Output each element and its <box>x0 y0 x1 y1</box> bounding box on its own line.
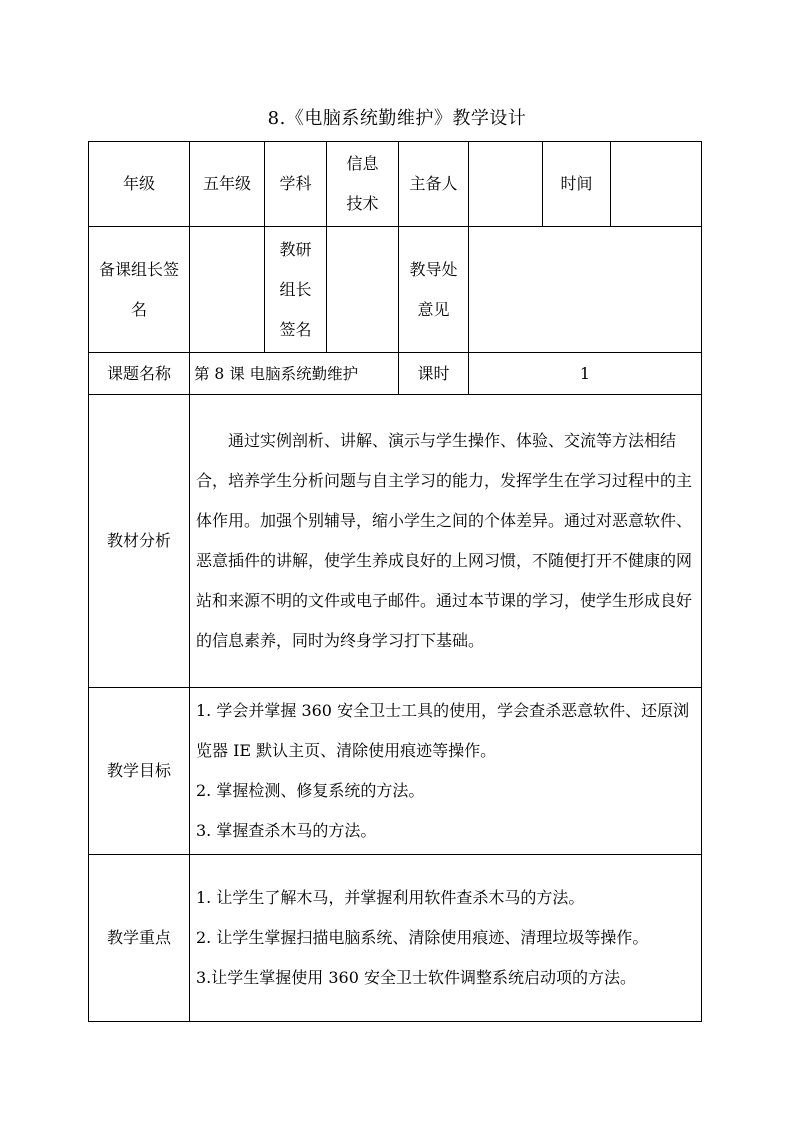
material-analysis-paragraph: 通过实例剖析、讲解、演示与学生操作、体验、交流等方法相结合，培养学生分析问题与自主学习的能力，发挥学生在学习过程中的主体作用。加强个别辅导，缩小学生之间的个体差异。通过对恶意软件、恶意插件的讲解，使学生养成良好的上网习惯，不随便打开不健康的网站和来源不明的文件或电子邮件。通过本节课的学习，使学生形成良好的信息素养，同时为终身学习打下基础。 <box>196 431 693 650</box>
teaching-objectives-content <box>190 688 702 855</box>
table-row <box>89 395 702 688</box>
subject-label: 学科 <box>265 142 327 227</box>
list-item: 3.让学生掌握使用 360 安全卫士软件调整系统启动项的方法。 <box>196 968 636 987</box>
time-value <box>611 142 702 227</box>
teaching-objectives-label: 教学目标 <box>89 688 190 855</box>
period-value: 1 <box>469 353 702 395</box>
list-item: 1. 让学生了解木马，并掌握利用软件查杀木马的方法。 <box>196 888 585 907</box>
table-row <box>89 353 702 395</box>
teaching-key-points-content <box>190 855 702 1022</box>
document-title: 8.《电脑系统勤维护》教学设计 <box>267 108 527 129</box>
topic-label: 课题名称 <box>89 353 190 395</box>
table-row <box>89 855 702 1022</box>
lead-preparer-value <box>469 142 543 227</box>
grade-value: 五年级 <box>190 142 265 227</box>
list-item: 2. 掌握检测、修复系统的方法。 <box>196 781 425 800</box>
table-row <box>89 142 702 227</box>
material-analysis-label: 教材分析 <box>89 395 190 688</box>
list-item: 1. 学会并掌握 360 安全卫士工具的使用，学会查杀恶意软件、还原浏览器 IE 默认主页、清除使用痕迹等操作。 <box>196 701 690 760</box>
list-item: 2. 让学生掌握扫描电脑系统、清除使用痕迹、清理垃圾等操作。 <box>196 928 649 947</box>
period-label: 课时 <box>399 353 469 395</box>
table-row <box>89 227 702 353</box>
time-label: 时间 <box>543 142 611 227</box>
grade-label: 年级 <box>89 142 190 227</box>
topic-value: 第 8 课 电脑系统勤维护 <box>190 353 399 395</box>
group-leader-signature-value <box>190 227 265 353</box>
lead-preparer-label: 主备人 <box>399 142 469 227</box>
group-leader-signature-label: 备课组长签名 <box>89 227 190 353</box>
academic-office-opinion-label: 教导处意见 <box>399 227 469 353</box>
lesson-plan-table <box>88 141 702 1022</box>
list-item: 3. 掌握查杀木马的方法。 <box>196 821 377 840</box>
table-row <box>89 688 702 855</box>
material-analysis-text <box>190 395 702 688</box>
subject-value: 信息技术 <box>327 142 399 227</box>
research-leader-signature-label: 教研组长签名 <box>265 227 327 353</box>
teaching-key-points-label: 教学重点 <box>89 855 190 1022</box>
research-leader-signature-value <box>327 227 399 353</box>
academic-office-opinion-value <box>469 227 702 353</box>
